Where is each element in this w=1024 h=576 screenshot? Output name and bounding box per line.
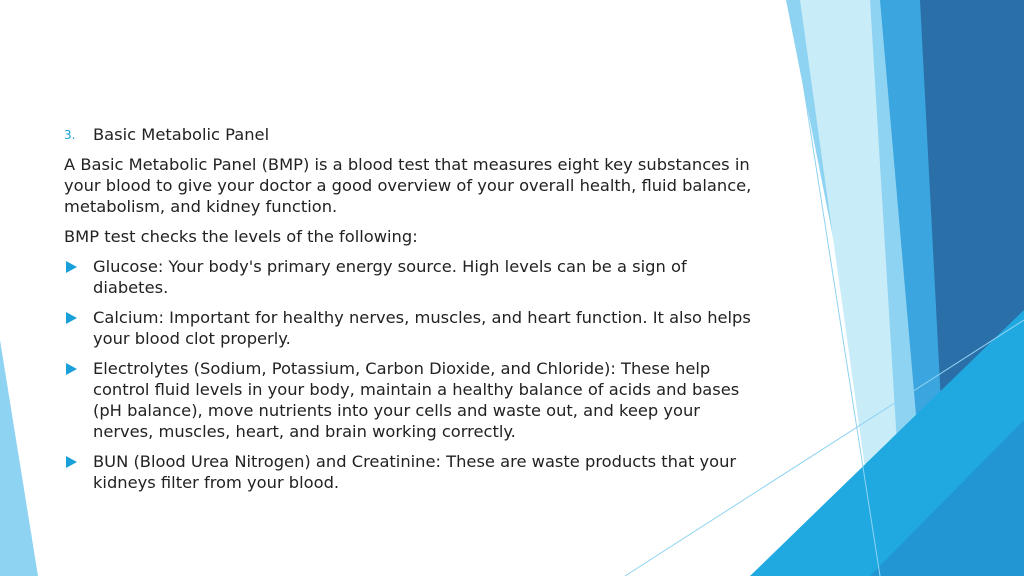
triangle-bullet-icon bbox=[66, 312, 77, 324]
bullet-item-calcium bbox=[64, 307, 764, 349]
triangle-bullet-icon bbox=[66, 261, 77, 273]
slide-content bbox=[64, 124, 764, 502]
triangle-bullet-icon bbox=[66, 456, 77, 468]
bullet-text: Calcium: Important for healthy nerves, muscles, and heart function. It also helps your blood clot properly. bbox=[93, 308, 751, 348]
checks-intro-paragraph: BMP test checks the levels of the following: bbox=[64, 227, 418, 246]
numbered-heading bbox=[64, 124, 764, 145]
bullet-text: BUN (Blood Urea Nitrogen) and Creatinine: These are waste products that your kidneys filter from your blood. bbox=[93, 452, 737, 492]
bullet-text: Glucose: Your body's primary energy source. High levels can be a sign of diabetes. bbox=[93, 257, 687, 297]
bullet-item-glucose bbox=[64, 256, 764, 298]
left-accent-shape bbox=[0, 340, 38, 576]
heading-number: 3. bbox=[64, 128, 76, 142]
bullet-item-electrolytes bbox=[64, 358, 764, 442]
bullet-text: Electrolytes (Sodium, Potassium, Carbon Dioxide, and Chloride): These help control fluid levels in your body, maintain a healthy balance of acids and bases (pH balance), move nutrients into your cells and waste out, and keep your nerves, muscles, heart, and brain working correctly. bbox=[93, 359, 740, 441]
bullet-item-bun-creatinine bbox=[64, 451, 764, 493]
heading-text: Basic Metabolic Panel bbox=[93, 125, 270, 144]
intro-paragraph: A Basic Metabolic Panel (BMP) is a blood test that measures eight key substances in your blood to give your doctor a good overview of your overall health, fluid balance, metabolism, and kidney function. bbox=[64, 155, 752, 216]
triangle-bullet-icon bbox=[66, 363, 77, 375]
